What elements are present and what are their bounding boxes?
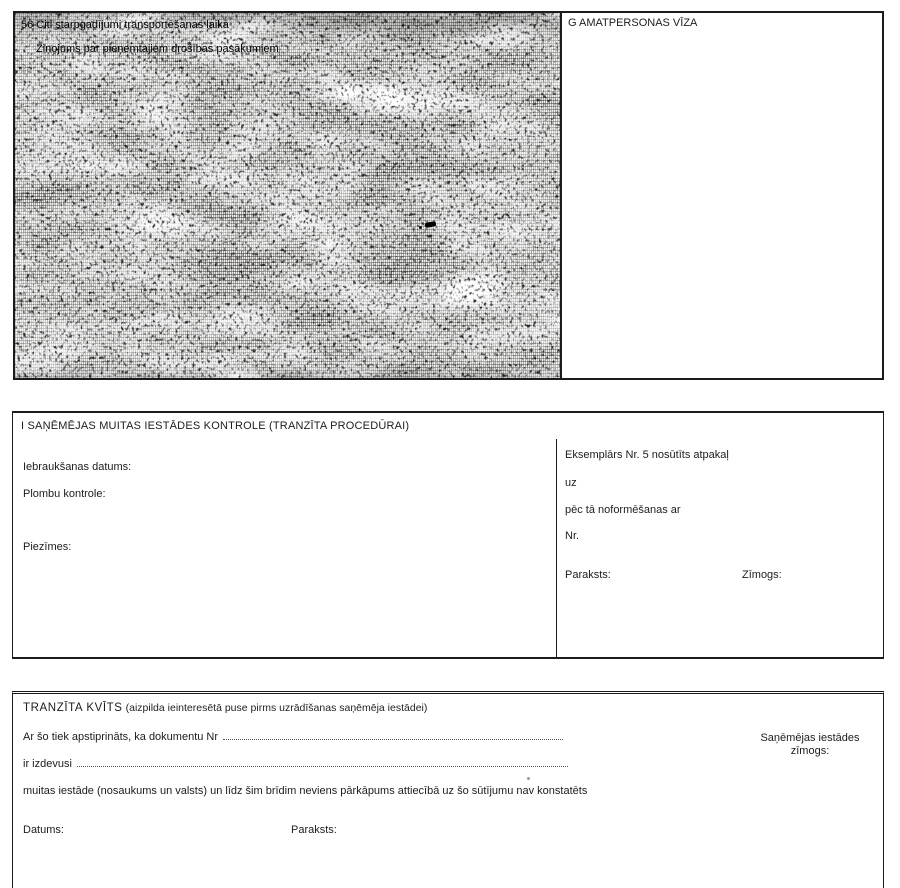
scan-speck <box>527 777 530 780</box>
box-g-title: G AMATPERSONAS VĪZA <box>568 17 698 29</box>
office-statement-label: muitas iestāde (nosaukums un valsts) un līdz šim brīdim neviens pārkāpums attiecībā uz šo sūtījumu nav konstatēts <box>23 785 588 797</box>
box-56-and-g <box>13 11 884 380</box>
stamp-label-line2: zīmogs: <box>790 745 830 757</box>
transit-receipt-header <box>23 702 427 714</box>
seal-control-label: Plombu kontrole: <box>23 488 106 500</box>
number-label: Nr. <box>565 530 580 542</box>
scan-noise-texture <box>15 13 562 378</box>
document-number-row <box>23 728 563 743</box>
returned-to-label: uz <box>565 477 577 489</box>
stamp-label-line1: Saņēmējas iestādes <box>760 732 860 744</box>
date-label: Datums: <box>23 824 64 836</box>
box-i-title: I SAŅĒMĒJAS MUITAS IESTĀDES KONTROLE (TRANZĪTA PROCEDŪRAI) <box>21 420 410 432</box>
stamp-label: Zīmogs: <box>742 569 782 581</box>
transit-receipt-box <box>12 691 884 888</box>
issued-line-label: ir izdevusi <box>23 758 72 770</box>
copy-returned-label: Eksemplārs Nr. 5 nosūtīts atpakaļ <box>565 449 729 461</box>
transit-receipt-subtitle: (aizpilda ieinteresētā puse pirms uzrādīšanas saņēmēja iestādei) <box>125 702 428 714</box>
box-56-incidents <box>15 13 562 378</box>
issuing-office-blank-line <box>77 755 568 767</box>
signature-label: Paraksts: <box>291 824 337 836</box>
certify-line-label: Ar šo tiek apstiprināts, ka dokumentu Nr <box>23 731 219 743</box>
box-56-title: 56 Citi starpgadījumi transportēšanas laikā <box>21 19 229 31</box>
issued-by-row <box>23 755 568 770</box>
box-56-note: Ziņojums par pieņemtajiem drošības pasākumiem <box>36 43 279 55</box>
arrival-date-label: Iebraukšanas datums: <box>23 461 132 473</box>
transit-receipt-title: TRANZĪTA KVĪTS <box>23 702 123 714</box>
ink-dot-mark <box>419 226 422 229</box>
signature-label: Paraksts: <box>565 569 611 581</box>
box-i-vertical-divider <box>556 439 557 657</box>
box-g-official-visa <box>562 13 882 378</box>
remarks-label: Piezīmes: <box>23 541 72 553</box>
after-registration-label: pēc tā noformēšanas ar <box>565 504 681 516</box>
destination-office-stamp-label <box>735 732 885 758</box>
box-i-destination-control <box>12 411 884 659</box>
document-number-blank-line <box>223 728 563 740</box>
